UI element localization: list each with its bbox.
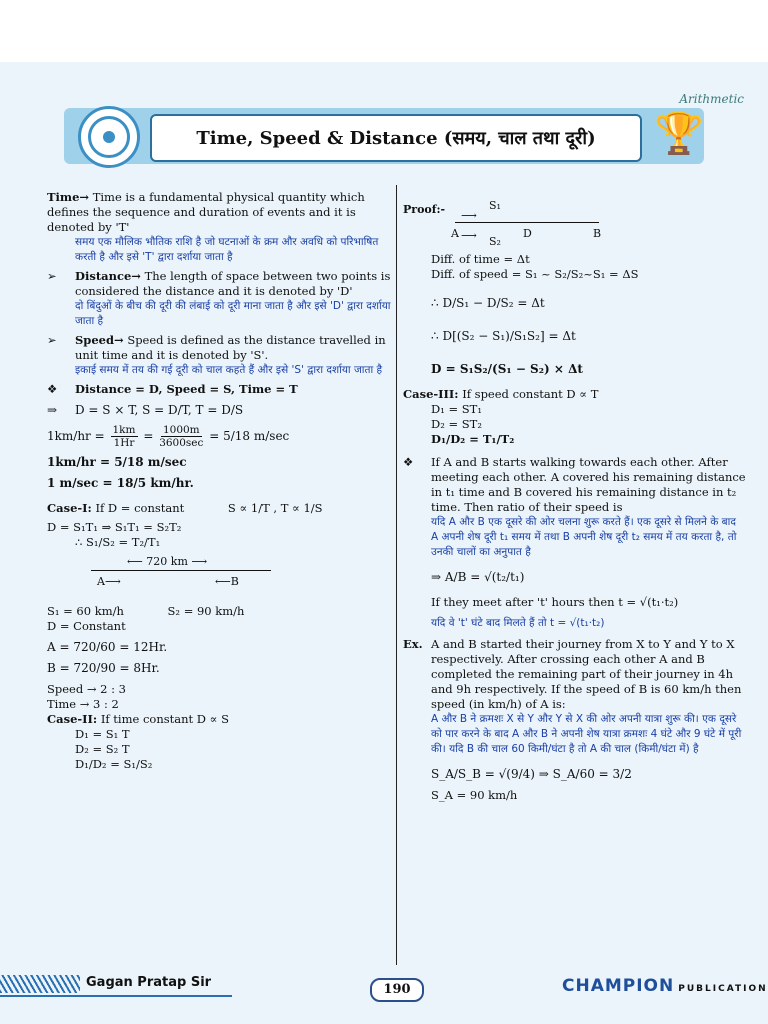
main-formula-text: D = S × T, S = D/T, T = D/S — [75, 403, 244, 417]
distance-definition — [47, 269, 391, 329]
d-constant: D = Constant — [47, 619, 126, 633]
distance-term: Distance→ — [75, 269, 141, 283]
speed-text: Speed is defined as the distance travelled in unit time and it is denoted by 'S'. — [75, 333, 386, 362]
ab-walking — [403, 455, 746, 631]
meet-hindi: यदि वे 't' घंटे बाद मिलते हैं तो t = √(t₁·t₂) — [431, 617, 605, 629]
b-time: B = 720/90 = 8Hr. — [47, 661, 160, 675]
page-title: Time, Speed & Distance (समय, चाल तथा दूरी) — [150, 114, 642, 162]
conversion-2 — [47, 455, 391, 470]
proof-diagram — [403, 194, 746, 248]
s1-label: S₁ — [489, 199, 501, 212]
meet-text: If they meet after 't' hours then t = √(t₁·t₂) — [431, 595, 679, 609]
case1-eq2: ∴ S₁/S₂ = T₂/T₁ — [75, 535, 161, 549]
example-answer: S_A = 90 km/h — [431, 788, 518, 802]
speed-term: Speed→ — [75, 333, 124, 347]
proof-label: Proof:- — [403, 203, 446, 216]
b-label: B — [593, 227, 602, 240]
case2-eq3: D₁/D₂ = S₁/S₂ — [75, 757, 153, 771]
ab-line — [455, 222, 599, 223]
conv1-lhs: 1km/hr = — [47, 429, 105, 443]
speed-ratio: Speed → 2 : 3 — [47, 682, 126, 696]
speed-values — [47, 604, 391, 619]
time-text: Time is a fundamental physical quantity which defines the sequence and duration of events and it is denoted by 'T' — [47, 190, 365, 234]
case-2 — [47, 712, 391, 772]
arrow-bullet-icon: ➢ — [47, 269, 57, 283]
brand-sub: PUBLICATION — [678, 984, 768, 994]
case1-cond: If D = constant — [95, 501, 185, 515]
conv1-rhs: = 5/18 m/sec — [209, 429, 290, 443]
brand-name: CHAMPION — [562, 976, 675, 996]
diamond-bullet-icon: ❖ — [403, 455, 414, 469]
case-3 — [403, 387, 746, 447]
stripes-decoration — [0, 975, 80, 993]
case2-cond: If time constant D ∝ S — [100, 712, 229, 726]
proof-eq2: ∴ D[(S₂ − S₁)/S₁S₂] = Δt — [431, 329, 576, 343]
title-banner — [44, 104, 744, 168]
right-column — [403, 190, 746, 807]
b-arrow: ⟵B — [215, 575, 239, 588]
trophy-icon: 🏆 — [654, 111, 704, 157]
main-formula — [47, 403, 391, 418]
publisher-logo — [562, 976, 768, 996]
diff-time: Diff. of time = Δt — [431, 252, 530, 266]
author-name: Gagan Pratap Sir — [86, 975, 212, 990]
case-1 — [47, 501, 391, 550]
case3-title: Case-III: — [403, 387, 459, 401]
a-label: A — [451, 227, 459, 240]
ab-hindi: यदि A और B एक दूसरे की ओर चलना शुरू करते हैं। एक दूसरे से मिलने के बाद A अपनी शेष दूरी t₁ समय में तथा B अपनी शेष दूरी t₂ समय में तय करता है, तो उनकी चालों का अनुपात है — [431, 516, 737, 558]
implies-icon: ⇒ — [47, 403, 58, 417]
s1-value: S₁ = 60 km/h — [47, 604, 124, 618]
notation-text: Distance = D, Speed = S, Time = T — [75, 382, 298, 396]
d-label: D — [523, 227, 532, 240]
footer-author — [0, 975, 232, 993]
conversion-3 — [47, 476, 391, 491]
conversion-1: 1km/hr = $\frac{1km}{1Hr}$ = $\frac{1000m}{3600\sec}$ = 5/18 m/sec — [47, 424, 290, 449]
fraction: $\frac{1km}{1Hr}$ — [112, 424, 136, 449]
distance-line — [91, 570, 271, 571]
case1-eq1: D = S₁T₁ ⇒ S₁T₁ = S₂T₂ — [47, 520, 182, 534]
footer-rule — [0, 995, 232, 997]
column-divider — [396, 185, 397, 965]
case1-title: Case-I: — [47, 501, 92, 515]
a-time: A = 720/60 = 12Hr. — [47, 640, 168, 654]
time-term: Time→ — [47, 190, 90, 204]
distance-text: The length of space between two points is considered the distance and it is denoted by 'D' — [75, 269, 391, 298]
section-label: Arithmetic — [679, 92, 744, 106]
time-ratio: Time → 3 : 2 — [47, 697, 119, 711]
example-eq: S_A/S_B = √(9/4) ⇒ S_A/60 = 3/2 — [431, 767, 632, 781]
arrow-bullet-icon: ➢ — [47, 333, 57, 347]
fraction: $\frac{1000m}{3600\sec}$ — [159, 424, 204, 449]
page-number: 190 — [370, 978, 424, 1002]
notation-line — [47, 382, 391, 397]
conv3-text: 1 m/sec = 18/5 km/hr. — [47, 476, 194, 490]
a-arrow: A⟶ — [97, 575, 121, 588]
distance-hindi: दो बिंदुओं के बीच की दूरी की लंबाई को दूरी माना जाता है और इसे 'D' द्वारा दर्शाया जाता है — [75, 300, 391, 327]
time-hindi: समय एक मौलिक भौतिक राशि है जो घटनाओं के क्रम और अवधि को परिभाषित करती है और इसे 'T' द्वारा दर्शाया जाता है — [75, 236, 379, 263]
ab-text: If A and B starts walking towards each other. After meeting each other. A covered his remaining distance in t₁ time and B covered his remaining distance in t₂ time. Then ratio of their speed is — [431, 455, 746, 514]
s2-label: S₂ — [489, 235, 501, 248]
diff-speed: Diff. of speed = S₁ ~ S₂/S₂~S₁ = ΔS — [431, 267, 639, 281]
proof-eq1: ∴ D/S₁ − D/S₂ = Δt — [431, 296, 545, 310]
s2-arrow: ⟶ — [461, 229, 477, 242]
conv2-text: 1km/hr = 5/18 m/sec — [47, 455, 187, 469]
example-label: Ex. — [403, 637, 423, 651]
time-definition — [47, 190, 391, 265]
case3-cond: If speed constant D ∝ T — [462, 387, 599, 401]
example-hindi: A और B ने क्रमशः X से Y और Y से X की ओर अपनी यात्रा शुरू की। एक दूसरे को पार करने के बाद A और B ने अपनी शेष यात्रा क्रमशः 4 घंटे और 9 घंटे में पूरी की। यदि B की चाल 60 किमी/घंटा है तो A की चाल (किमी/घंटा में) है — [431, 713, 742, 755]
case3-eq1: D₁ = ST₁ — [431, 402, 482, 416]
case1-diagram — [47, 554, 391, 600]
case3-eq3: D₁/D₂ = T₁/T₂ — [431, 432, 515, 446]
speed-hindi: इकाई समय में तय की गई दूरी को चाल कहते हैं और इसे 'S' द्वारा दर्शाया जाता है — [75, 364, 383, 376]
distance-label: ⟵ 720 km ⟶ — [127, 555, 208, 568]
s2-value: S₂ = 90 km/h — [167, 604, 245, 618]
top-margin — [0, 0, 768, 62]
proof-eq3: D = S₁S₂/(S₁ − S₂) × Δt — [431, 362, 583, 376]
ab-ratio: ⇒ A/B = √(t₂/t₁) — [431, 570, 525, 584]
target-icon — [78, 106, 140, 168]
left-column — [47, 190, 391, 776]
case1-prop: S ∝ 1/T , T ∝ 1/S — [227, 501, 323, 515]
case2-eq2: D₂ = S₂ T — [75, 742, 130, 756]
diamond-bullet-icon: ❖ — [47, 382, 58, 396]
case3-eq2: D₂ = ST₂ — [431, 417, 482, 431]
speed-definition — [47, 333, 391, 378]
case2-eq1: D₁ = S₁ T — [75, 727, 130, 741]
example-text: A and B started their journey from X to Y and Y to X respectively. After crossing each other A and B completed the remaining part of their journey in 4h and 9h respectively. If the speed of B is 60 km/h then speed (in km/h) of A is: — [431, 637, 742, 711]
s1-arrow: ⟶ — [461, 209, 477, 222]
case2-title: Case-II: — [47, 712, 98, 726]
example — [403, 637, 746, 803]
